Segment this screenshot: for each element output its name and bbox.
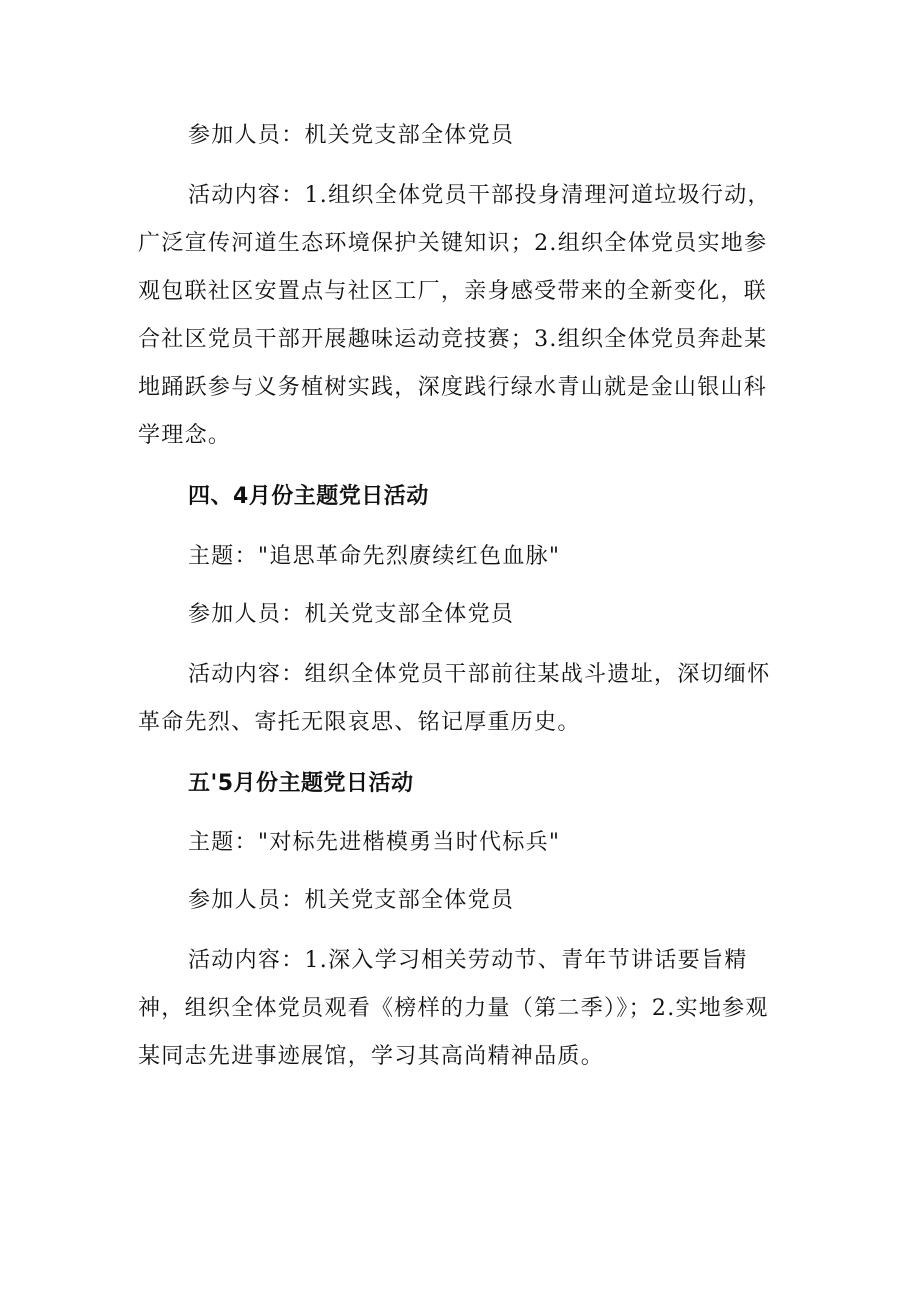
march-activity-content: 活动内容：1.组织全体党员干部投身清理河道垃圾行动，广泛宣传河道生态环境保护关键知识；2.组织全体党员实地参观包联社区安置点与社区工厂，亲身感受带来的全新变化，联合社区党员干部开展趣味运动竞技赛；3.组织全体党员奔赴某地踊跃参与义务植树实践，深度践行绿水青山就是金山银山科学理念。 (138, 183, 771, 448)
march-participants: 参加人员：机关党支部全体党员 (188, 123, 515, 148)
may-participants: 参加人员：机关党支部全体党员 (188, 888, 515, 913)
april-theme: 主题："追思革命先烈赓续红色血脉" (188, 544, 561, 569)
may-section-heading: 五'5月份主题党日活动 (188, 771, 414, 796)
april-participants: 参加人员：机关党支部全体党员 (188, 602, 515, 627)
april-activity-content: 活动内容：组织全体党员干部前往某战斗遗址，深切缅怀革命先烈、寄托无限哀思、铭记厚重历史。 (138, 662, 771, 735)
may-theme: 主题："对标先进楷模勇当时代标兵" (188, 830, 561, 855)
may-activity-content: 活动内容：1.深入学习相关劳动节、青年节讲话要旨精神，组织全体党员观看《榜样的力量（第二季）》；2.实地参观某同志先进事迹展馆，学习其高尚精神品质。 (138, 948, 769, 1069)
april-section-heading: 四、4月份主题党日活动 (188, 484, 429, 509)
